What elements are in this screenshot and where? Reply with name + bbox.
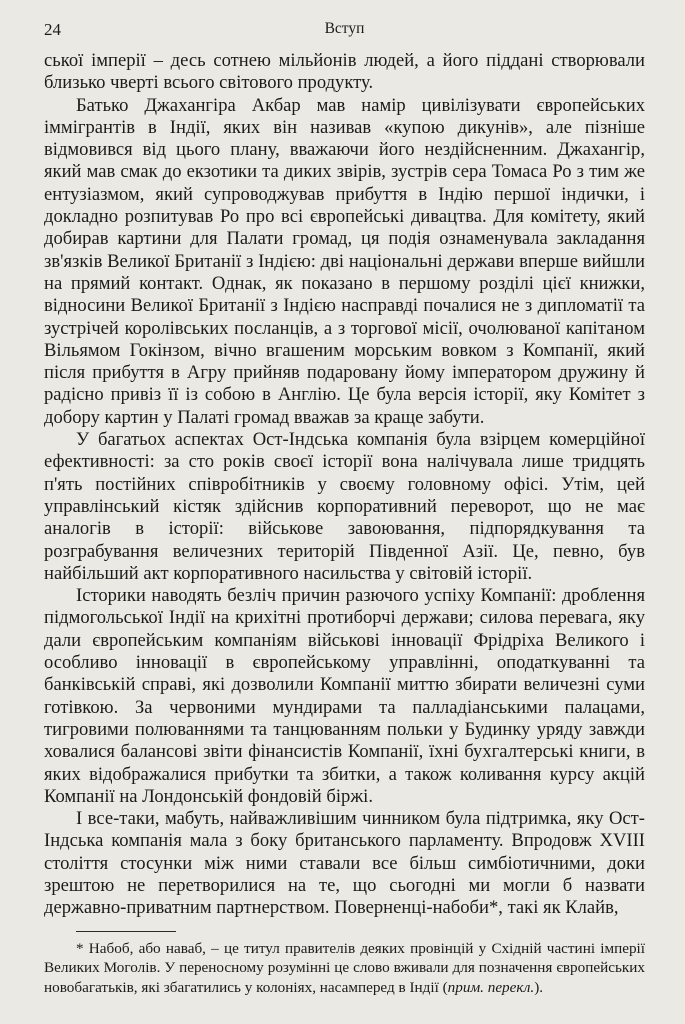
- footnote-tail: ).: [534, 978, 544, 996]
- body-text: [44, 50, 645, 920]
- running-head: [44, 18, 645, 46]
- paragraph: І все-таки, мабуть, найважливішим чинником була підтримка, яку Ост-Індська компанія мала з боку британського парламенту. Впродовж XVIII століття стосунки між ними ставали все більш симбіотичними, доки зрештою не перетворилися на те, що сьогодні ми могли б назвати державно-приватним партнерством. Поверненці-набоби*, такі як Клайв,: [44, 808, 645, 919]
- section-title: Вступ: [324, 20, 365, 37]
- paragraph: У багатьох аспектах Ост-Індська компанія була взірцем комерційної ефективності: за сто років своєї історії вона налічувала лише тридцять п'ять постійних співробітників у своєму головному офісі. Утім, цей управлінський кістяк здійснив корпоративний переворот, що не має аналогів в історії: військове завоювання, підпорядкування та розграбування величезних територій Південної Азії. Це, певно, був найбільший акт корпоративного насильства у світовій історії.: [44, 429, 645, 584]
- page-number: 24: [44, 20, 61, 39]
- footnote: [44, 939, 645, 998]
- footnote-text: [44, 939, 645, 998]
- footnote-body: * Набоб, або наваб, – це титул правителів деяких провінцій у Східній частині імперії Великих Моголів. У переносному розумінні це слово вживали для позначення європейських новобагатьків, які збагатились у колоніях, насамперед в Індії (: [44, 939, 645, 996]
- footnote-divider: [76, 931, 176, 932]
- paragraph: Батько Джахангіра Акбар мав намір цивілізувати європейських іммігрантів в Індії, яких він називав «купою дикунів», але пізніше відмовився від цього плану, вважаючи його нездійсненним. Джахангір, який мав смак до екзотики та диких звірів, зустрів сера Томаса Ро з тим же ентузіазмом, який супроводжував прибуття в Індію першої індички, і докладно розпитував Ро про всі європейські дивацтва. Для комітету, який добирав картини для Палати громад, ця подія ознаменувала закладання зв'язків Великої Британії з Індією: дві національні держави вперше вийшли на прямий контакт. Однак, як показано в першому розділі цієї книжки, відносини Великої Британії з Індією насправді почалися не з дипломатії та зустрічей королівських посланців, а з торгової місії, очолюваної капітаном Вільямом Гокінзом, вічно вгашеним морським вовком з Компанії, який після прибуття в Агру прийняв подаровану йому імператором дружину й радісно привіз її із собою в Англію. Це була версія історії, яку Комітет з добору картин у Палаті громад вважав за краще забути.: [44, 94, 645, 428]
- paragraph: Історики наводять безліч причин разючого успіху Компанії: дроблення підмогольської Індії на крихітні протиборчі держави; силова перевага, яку дали європейським компаніям військові інновації Фрідріха Великого і особливо інновації в європейському управлінні, оподаткуванні та банківській справі, які дозволили Компанії миттю збирати величезні суми готівкою. За червоними мундирами та палладіанськими палацами, тигровими полюваннями та танцюванням польки у Будинку уряду завжди ховалися балансові звіти фінансистів Компанії, їхні бухгалтерські книги, в яких відображалися прибутки та збитки, а також коливання курсу акцій Компанії на Лондонській фондовій біржі.: [44, 585, 645, 807]
- paragraph-continuation: ської імперії – десь сотнею мільйонів людей, а його піддані створювали близько чверті всього світового продукту.: [44, 50, 645, 94]
- footnote-editor-note: прим. перекл.: [447, 978, 535, 996]
